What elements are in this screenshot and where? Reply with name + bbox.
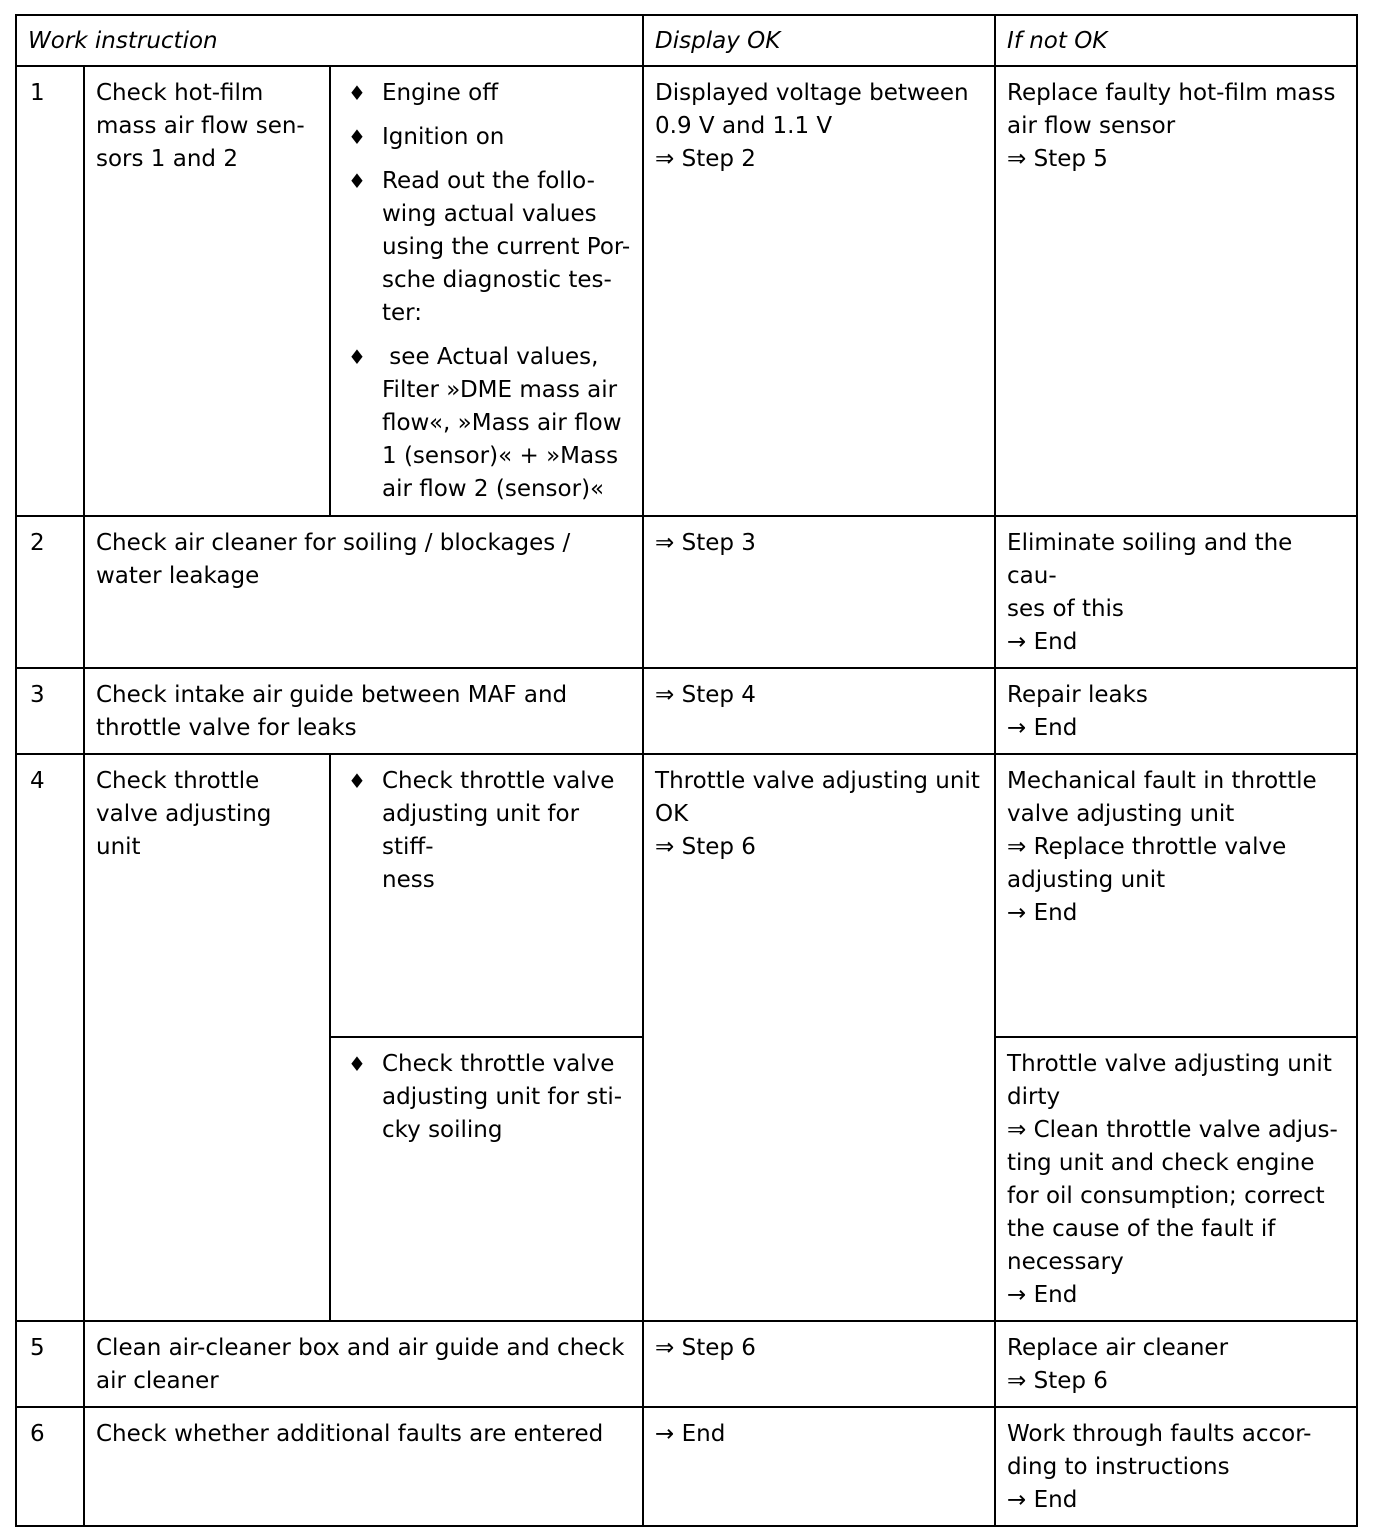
step-display-ok: ⇒ Step 6 [643,1321,995,1407]
step-bullets [330,754,643,1037]
diamond-bullet-icon: ♦ [348,125,366,149]
step-number: 1 [16,66,84,516]
step-display-ok: ⇒ Step 4 [643,668,995,754]
bullet-item: ♦ Check throttle valve adjusting unit for stiff- ness [342,765,632,897]
work-instruction-table [15,14,1358,1527]
step-display-ok: Throttle valve adjusting unit OK ⇒ Step 6 [643,754,995,1321]
step-number: 5 [16,1321,84,1407]
step-number: 2 [16,516,84,668]
step-instruction: Clean air-cleaner box and air guide and check air cleaner [84,1321,643,1407]
bullet-item: ♦ Engine off [342,77,632,110]
step-row-1 [16,66,1357,516]
diamond-bullet-icon: ♦ [348,345,366,369]
step-row-5 [16,1321,1357,1407]
step-row-3 [16,668,1357,754]
step-row-4a [16,754,1357,1037]
diamond-bullet-icon: ♦ [348,1052,366,1076]
bullet-item: ♦ Read out the follo- wing actual values using the current Por- sche diagnostic tes- ter: [342,165,632,330]
diamond-bullet-icon: ♦ [348,81,366,105]
step-if-not-ok: Replace air cleaner ⇒ Step 6 [995,1321,1357,1407]
step-display-ok: Displayed voltage between 0.9 V and 1.1 V ⇒ Step 2 [643,66,995,516]
header-work-instruction: Work instruction [16,15,643,66]
step-bullets [330,1037,643,1321]
step-display-ok: ⇒ Step 3 [643,516,995,668]
step-row-6 [16,1407,1357,1526]
step-instruction: Check whether additional faults are entered [84,1407,643,1526]
header-row [16,15,1357,66]
step-if-not-ok: Mechanical fault in throttle valve adjusting unit ⇒ Replace throttle valve adjusting unit → End [995,754,1357,1037]
step-display-ok: → End [643,1407,995,1526]
bullet-item: ♦ Ignition on [342,121,632,154]
bullet-item: ♦ Check throttle valve adjusting unit for sti- cky soiling [342,1048,632,1147]
step-bullets [330,66,643,516]
diamond-bullet-icon: ♦ [348,769,366,793]
header-display-ok: Display OK [643,15,995,66]
step-instruction: Check air cleaner for soiling / blockages / water leakage [84,516,643,668]
step-if-not-ok: Throttle valve adjusting unit dirty ⇒ Clean throttle valve adjus- ting unit and check engine for oil consumption; correct the cause of the fault if necessary → End [995,1037,1357,1321]
step-instruction: Check hot-film mass air flow sen- sors 1 and 2 [84,66,330,516]
header-if-not-ok: If not OK [995,15,1357,66]
step-number: 4 [16,754,84,1321]
step-if-not-ok: Work through faults accor- ding to instructions → End [995,1407,1357,1526]
step-instruction: Check intake air guide between MAF and throttle valve for leaks [84,668,643,754]
bullet-item: ♦ see Actual values, Filter »DME mass air flow«, »Mass air flow 1 (sensor)« + »Mass air flow 2 (sensor)« [342,341,632,506]
diamond-bullet-icon: ♦ [348,169,366,193]
step-if-not-ok: Eliminate soiling and the cau- ses of this → End [995,516,1357,668]
step-number: 3 [16,668,84,754]
step-if-not-ok: Repair leaks → End [995,668,1357,754]
step-instruction: Check throttle valve adjusting unit [84,754,330,1321]
step-row-2 [16,516,1357,668]
step-number: 6 [16,1407,84,1526]
step-if-not-ok: Replace faulty hot-film mass air flow sensor ⇒ Step 5 [995,66,1357,516]
